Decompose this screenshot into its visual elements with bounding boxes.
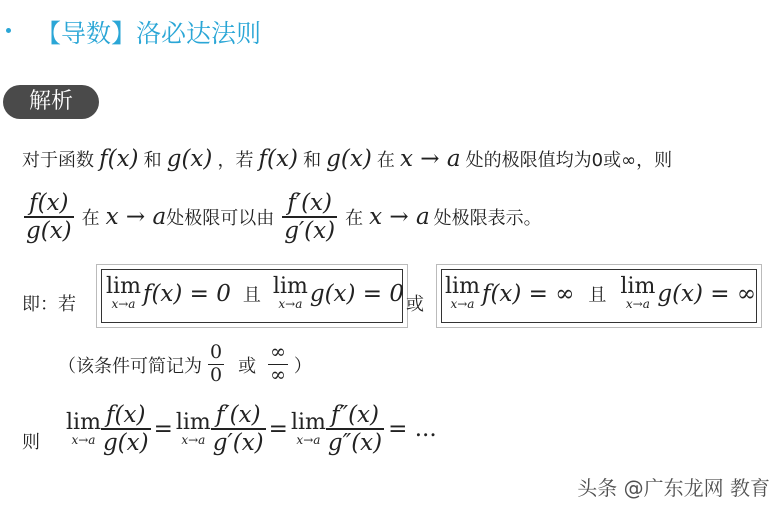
math-f: f(x) — [99, 146, 139, 172]
limit-operator — [106, 276, 141, 311]
text: 处极限表示。 — [433, 208, 542, 230]
limit-operator — [445, 276, 480, 311]
text: 在 — [376, 150, 395, 171]
limit-operator — [66, 409, 101, 447]
fraction-fdoubleprime-over-gdoubleprime — [326, 402, 384, 456]
math-expression: g(x) = 0 — [309, 280, 405, 307]
limit-subscript: x→a — [181, 432, 206, 447]
math-expression: f(x) = ∞ — [481, 280, 575, 307]
lim-word: lim — [66, 409, 101, 435]
text: 和 — [303, 150, 322, 171]
and-text: 且 — [588, 284, 607, 306]
text: （该条件可简记为 — [58, 355, 202, 377]
text: 处极限可以由 — [166, 208, 275, 230]
limit-subscript: x→a — [625, 297, 650, 311]
denominator: g′(x) — [284, 217, 336, 244]
denominator: g″(x) — [327, 429, 383, 456]
denominator: g′(x) — [212, 429, 264, 456]
math-g: g(x) — [326, 146, 372, 172]
limit-subscript: x→a — [278, 297, 303, 311]
fraction-inf-over-inf — [268, 342, 288, 387]
lim-word: lim — [620, 274, 656, 299]
text: 和 — [143, 150, 162, 171]
limit-subscript: x→a — [71, 432, 96, 447]
math-g: g(x) — [166, 146, 213, 172]
watermark: 头条 @广东龙网 教育 — [577, 476, 770, 500]
equals-sign: = — [268, 416, 288, 443]
and-text: 且 — [242, 284, 261, 306]
fraction-fprime-over-gprime — [211, 402, 266, 456]
continuation: = ... — [388, 416, 437, 443]
numerator: f′(x) — [215, 402, 261, 428]
equals-sign: = — [153, 416, 173, 443]
text: 在 — [345, 208, 364, 230]
statement-line-2 — [24, 190, 542, 244]
lim-word: lim — [445, 274, 480, 299]
math-f: f(x) — [258, 146, 298, 172]
text: 在 — [81, 208, 100, 230]
lim-word: lim — [290, 409, 326, 435]
numerator: f(x) — [106, 402, 146, 428]
analysis-badge — [3, 85, 99, 119]
condition-shorthand — [58, 342, 312, 387]
denominator: 0 — [210, 364, 223, 387]
or-text: 或 — [406, 294, 424, 315]
math-limit-point: x → a — [105, 204, 167, 231]
condition-prefix: 即：若 — [22, 294, 76, 315]
limit-operator — [290, 409, 326, 447]
text: 对于函数 — [22, 150, 94, 171]
fraction-f-over-g — [24, 190, 74, 244]
conclusion-prefix: 则 — [22, 432, 40, 453]
numerator: ∞ — [270, 341, 286, 363]
lim-word: lim — [106, 274, 141, 299]
fraction-f-over-g — [101, 402, 151, 456]
denominator: g(x) — [26, 217, 72, 244]
limit-operator — [175, 409, 211, 447]
limit-subscript: x→a — [111, 297, 136, 311]
fraction-fprime-over-gprime — [282, 190, 337, 244]
analysis-badge-label: 解析 — [28, 89, 73, 114]
denominator: ∞ — [270, 364, 286, 387]
text: ） — [293, 355, 312, 377]
fraction-zero-over-zero — [208, 342, 224, 387]
limit-subscript: x→a — [450, 297, 475, 311]
text: 处的极限值均为0或∞，则 — [465, 150, 673, 171]
denominator: g(x) — [102, 429, 149, 456]
math-limit-point: x → a — [400, 146, 461, 172]
numerator: f(x) — [29, 190, 69, 216]
lim-word: lim — [175, 409, 211, 435]
math-expression: f(x) = 0 — [142, 280, 231, 307]
lim-word: lim — [272, 274, 308, 299]
or-text: 或 — [238, 355, 257, 377]
condition-box-infinity — [441, 269, 757, 323]
limit-subscript: x→a — [296, 432, 321, 447]
math-expression: g(x) = ∞ — [657, 280, 757, 307]
limit-operator — [273, 276, 308, 311]
numerator: 0 — [210, 341, 223, 363]
lhopital-formula — [66, 402, 437, 456]
limit-operator — [620, 276, 655, 311]
text: ，若 — [217, 150, 254, 171]
page-title: 【导数】洛必达法则 — [36, 19, 262, 48]
condition-box-zero — [101, 269, 403, 323]
numerator: f′(x) — [287, 190, 332, 216]
bullet-dot — [6, 28, 11, 33]
numerator: f″(x) — [330, 402, 380, 428]
statement-line-1 — [22, 146, 672, 172]
math-limit-point: x → a — [369, 204, 430, 231]
